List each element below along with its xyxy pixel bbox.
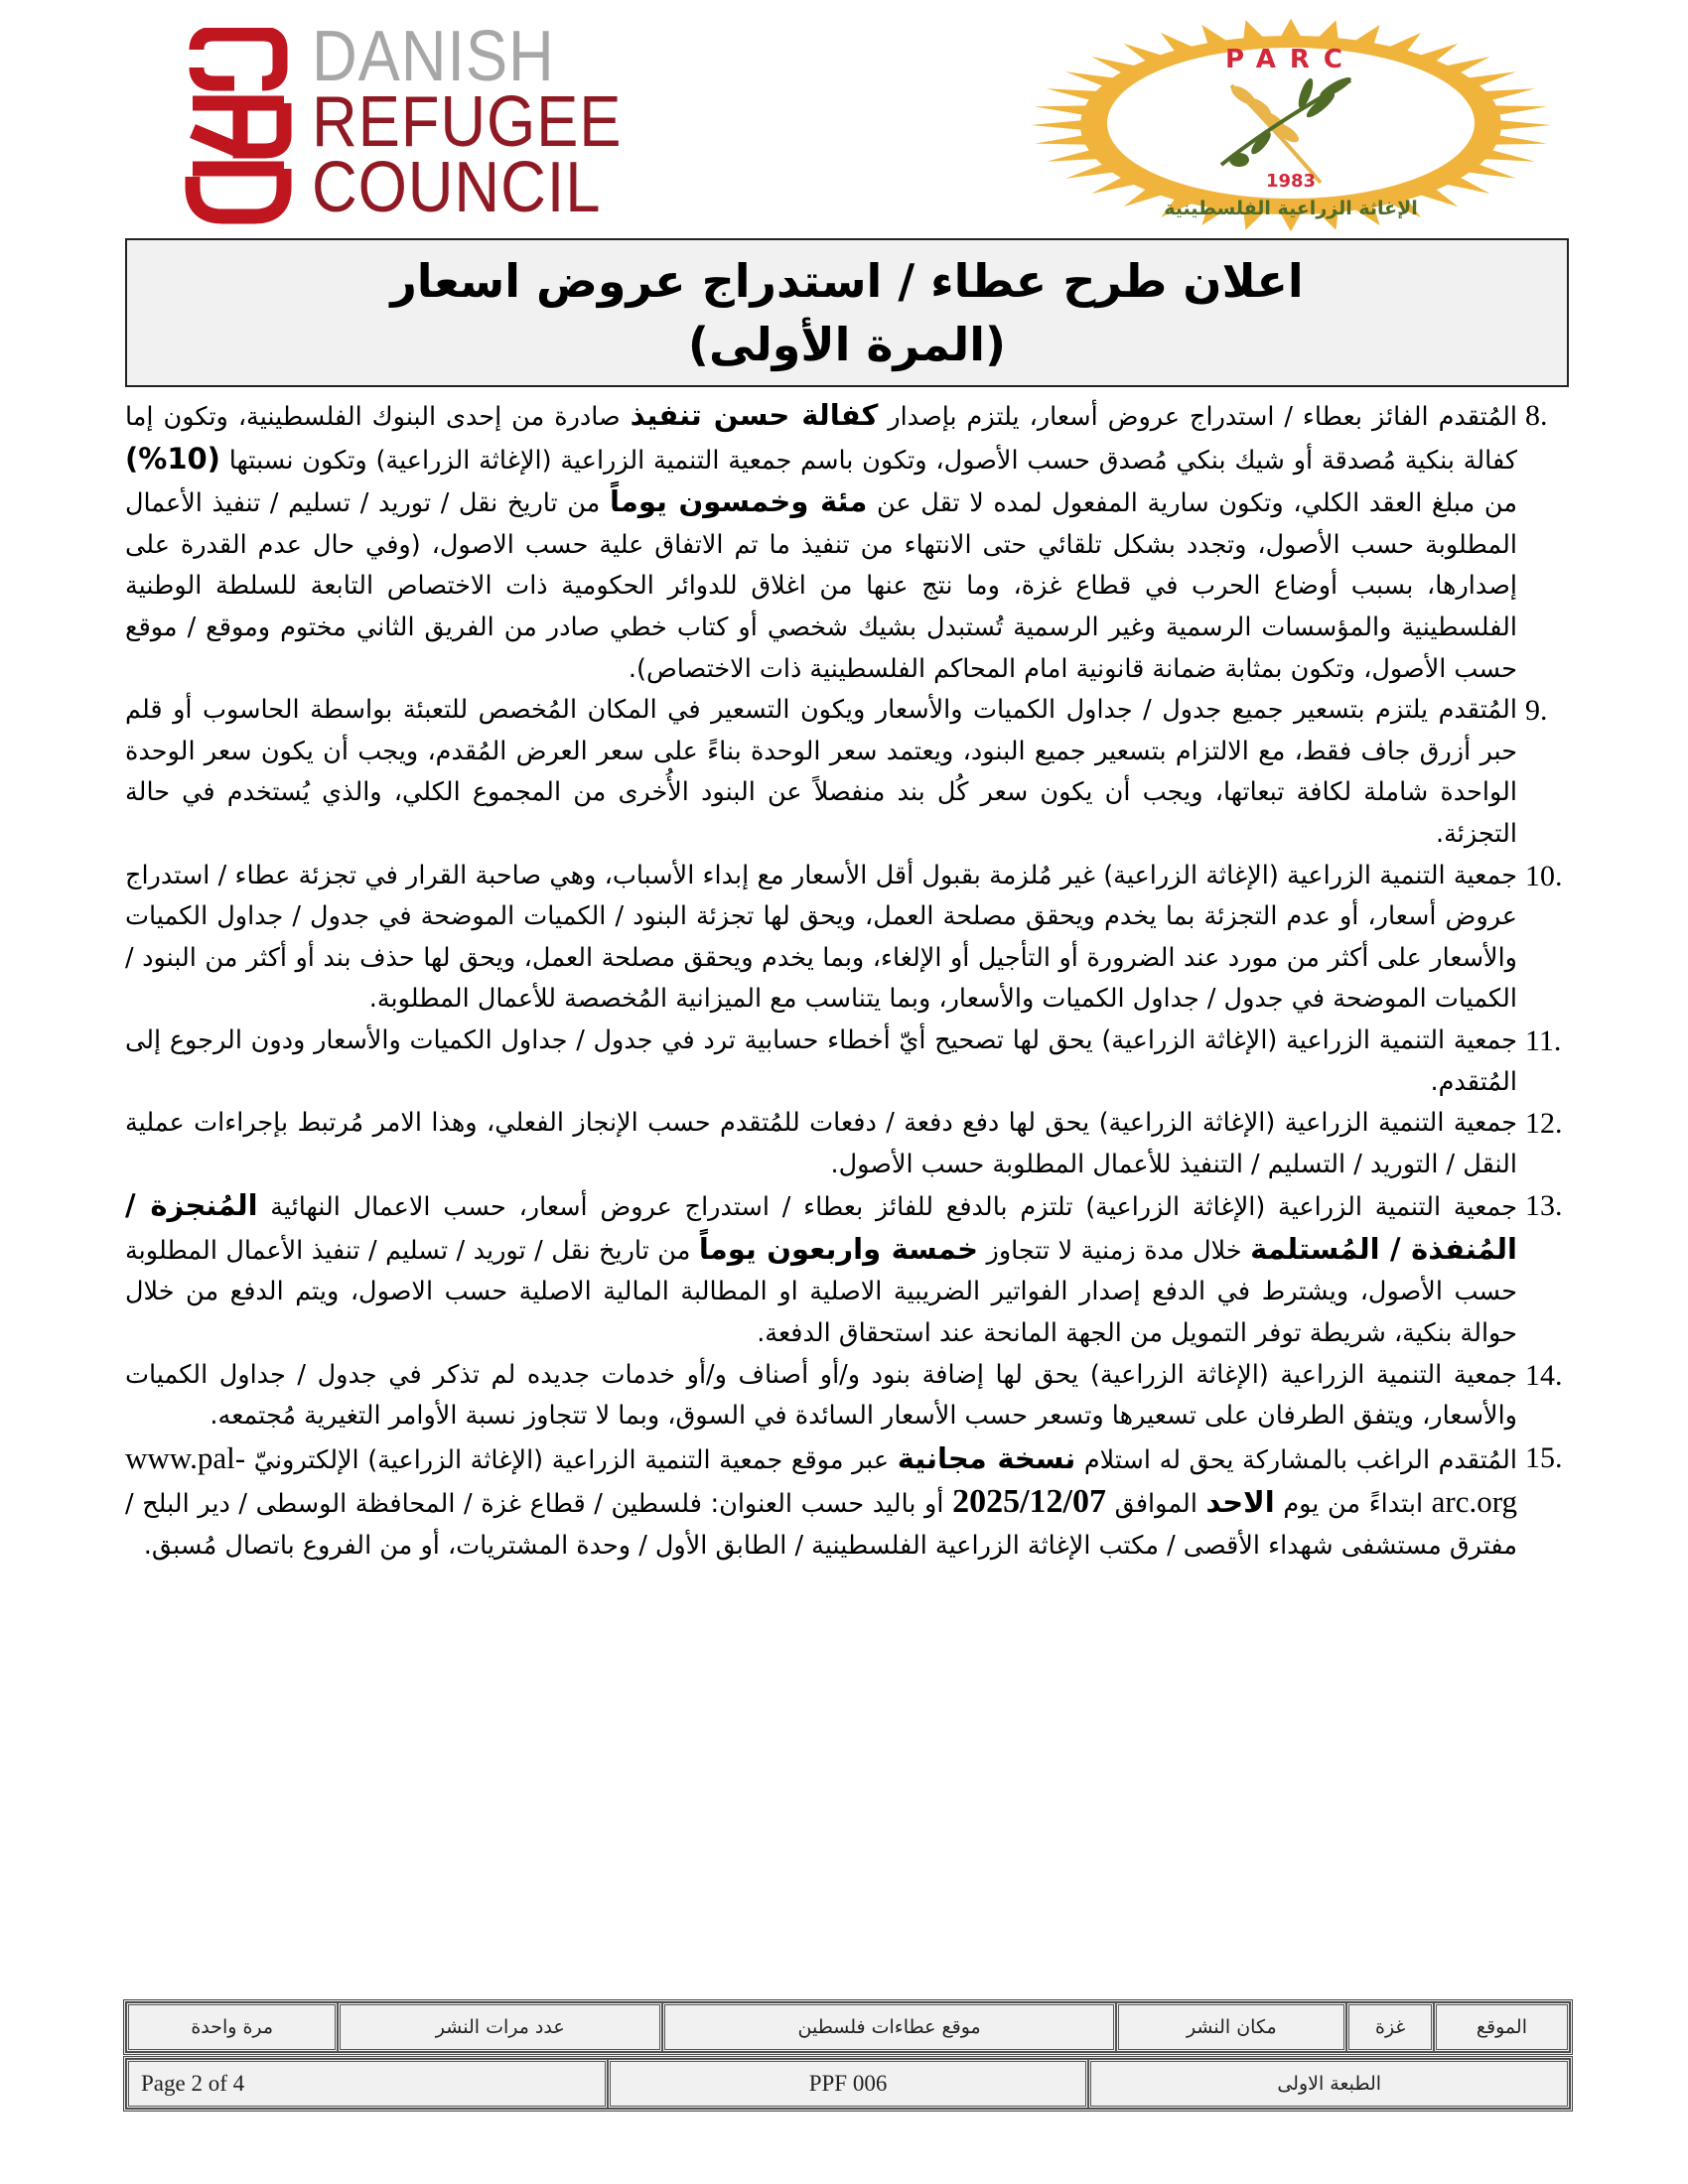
term-text: جمعية التنمية الزراعية (الإغاثة الزراعية) يحق لها تصحيح أيّ أخطاء حسابية ترد في جدول / جداول الكميات والأسعار ودون الرجوع إلى المُتقدم. <box>125 1024 1517 1097</box>
term-text: المُتقدم يلتزم بتسعير جميع جدول / جداول الكميات والأسعار ويكون التسعير في المكان المُخصص للتعبئة بواسطة الحاسوب أو قلم حبر أزرق جاف فقط، مع الالتزام بتسعير جميع البنود، ويعتمد سعر الوحدة بناءً على سعر العرض المُقدم، ويجب أن يكون سعر الوحدة الواحدة شاملة لكافة تبعاتها، ويجب أن يكون سعر كُل بند منفصلاً عن البنود الأُخرى من المجموع الكلي، والذي يُستخدم في حالة التجزئة. <box>125 695 1517 849</box>
term-item-11 <box>125 1021 1577 1103</box>
emphasis-text: نسخة مجانية <box>897 1440 1076 1475</box>
svg-text:الإغاثة الزراعية الفلسطينية: الإغاثة الزراعية الفلسطينية <box>1164 198 1418 219</box>
drc-logo <box>185 17 741 227</box>
term-text: المُتقدم الفائز بعطاء / استدراج عروض أسعار، يلتزم بإصدار كفالة حسن تنفيذ صادرة من إحدى البنوك الفلسطينية، وتكون إما كفالة بنكية مُصدقة أو شيك بنكي مُصدق حسب الأصول، وتكون باسم جمعية التنمية الزراعية (الإغاثة الزراعية) وتكون نسبتها (10%) من مبلغ العقد الكلي، وتكون سارية المفعول لمده لا تقل عن مئة وخمسون يوماً من تاريخ نقل / توريد / تسليم / تنفيذ الأعمال المطلوبة حسب الأصول، وتجدد بشكل تلقائي حتى الانتهاء من تنفيذ ما تم الاتفاق علية حسب الاصول، (وفي حال عدم القدرة على إصدارها، بسبب أوضاع الحرب في قطاع غزة، وما نتج عنها من اغلاق للدوائر الحكومية ذات الاختصاص التابعة للسلطة الوطنية الفلسطينية والمؤسسات الرسمية وغير الرسمية تُستبدل بشيك شخصي أو كتاب خطي صادر من الفريق الثاني مختوم وموقع / موقع حسب الأصول، وتكون بمثابة ضمانة قانونية امام المحاكم الفلسطينية ذات الاختصاص). <box>125 398 1517 684</box>
publication-info-table <box>123 1999 1573 2055</box>
emphasis-text: كفالة حسن تنفيذ <box>630 398 879 432</box>
parc-sun-emblem-icon <box>1023 16 1559 234</box>
emphasis-text: خمسة واربعون يوماً <box>698 1231 979 1266</box>
svg-text:PARC: PARC <box>1225 45 1356 74</box>
location-value: غزة <box>1346 2002 1433 2052</box>
term-text: المُتقدم الراغب بالمشاركة يحق له استلام نسخة مجانية عبر موقع جمعية التنمية الزراعية (الإغاثة الزراعية) الإلكترونيّ www.pal-arc.org ابتداءً من يوم الاحد الموافق 2025/12/07 أو باليد حسب العنوان: فلسطين / قطاع غزة / المحافظة الوسطى / دير البلح / مفترق مستشفى شهداء الأقصى / مكتب الإغاثة الزراعية الفلسطينية / الطابق الأول / وحدة المشتريات، أو من الفروع باتصال مُسبق. <box>125 1439 1517 1562</box>
drc-word-danish: DANISH <box>312 17 555 96</box>
term-text: جمعية التنمية الزراعية (الإغاثة الزراعية) تلتزم بالدفع للفائز بعطاء / استدراج عروض أسعار، حسب الاعمال النهائية المُنجزة / المُنفذة / المُستلمة خلال مدة زمنية لا تتجاوز خمسة واربعون يوماً من تاريخ نقل / توريد / تسليم / تنفيذ الأعمال المطلوبة حسب الأصول، ويشترط في الدفع إصدار الفواتير الضريبية الاصلية او المطالبة المالية الاصلية حسب الاصول، ويتم الدفع من خلال حوالة بنكية، شريطة توفر التمويل من الجهة المانحة عند استحقاق الدفعة. <box>125 1188 1518 1349</box>
term-number: 8. <box>1525 399 1548 432</box>
page-indicator: Page 2 of 4 <box>126 2059 608 2109</box>
term-number: 11. <box>1525 1024 1562 1057</box>
term-item-15 <box>125 1437 1577 1568</box>
emphasis-text: (10%) <box>125 441 220 476</box>
term-text: جمعية التنمية الزراعية (الإغاثة الزراعية) غير مُلزمة بقبول أقل الأسعار مع إبداء الأسباب، وهي صاحبة القرار في تجزئة عطاء / استدراج عروض أسعار، أو عدم التجزئة بما يخدم ويحقق مصلحة العمل، ويحق لها تجزئة البنود / الكميات الموضحة في جدول / جداول الكميات والأسعار على أكثر من مورد عند الضرورة أو التأجيل أو الإلغاء، وبما يخدم ويحقق مصلحة العمل، ويحق لها حذف بند أو أكثر من البنود / الكميات الموضحة في جدول / جداول الكميات والأسعار، وبما يتناسب مع الميزانية المُخصصة للأعمال المطلوبة. <box>125 860 1517 1015</box>
term-number: 14. <box>1525 1358 1563 1392</box>
publish-count-value: مرة واحدة <box>126 2002 338 2052</box>
emphasis-text: مئة وخمسون يوماً <box>609 484 868 519</box>
publish-count-label: عدد مرات النشر <box>338 2002 662 2052</box>
drc-wordmark <box>312 17 664 227</box>
term-item-10 <box>125 856 1577 1021</box>
announcement-title-box <box>125 238 1569 387</box>
term-item-14 <box>125 1355 1577 1437</box>
website-link[interactable]: www.pal-arc.org <box>125 1439 1517 1520</box>
drc-word-refugee: REFUGEE <box>312 82 623 162</box>
emphasis-text: المُنجزة / المُنفذة / المُستلمة <box>125 1188 1517 1266</box>
drc-mark-icon <box>185 28 292 224</box>
term-number: 13. <box>1525 1189 1563 1223</box>
drc-word-council: COUNCIL <box>312 148 602 227</box>
edition-label: الطبعة الاولى <box>1088 2059 1570 2109</box>
term-item-9 <box>125 690 1577 855</box>
term-number: 12. <box>1525 1107 1563 1141</box>
term-text: جمعية التنمية الزراعية (الإغاثة الزراعية) يحق لها إضافة بنود و/أو أصناف و/أو خدمات جديده لم تذكر في جدول / جداول الكميات والأسعار، ويتفق الطرفان على تسعيرها وتسعر حسب الأسعار السائدة في السوق، وبما لا تتجاوز نسبة الأوامر التغيرية مُجتمعه. <box>125 1359 1517 1432</box>
term-item-12 <box>125 1103 1577 1185</box>
publish-place-value: موقع عطاءات فلسطين <box>662 2002 1116 2052</box>
document-info-table <box>123 2056 1573 2112</box>
location-label: الموقع <box>1434 2002 1570 2052</box>
emphasis-text: الاحد <box>1205 1485 1275 1520</box>
form-code: PPF 006 <box>608 2059 1089 2109</box>
publish-place-label: مكان النشر <box>1116 2002 1346 2052</box>
term-item-8 <box>125 395 1577 690</box>
page-title: اعلان طرح عطاء / استدراج عروض اسعار <box>390 254 1304 308</box>
term-number: 9. <box>1525 694 1548 728</box>
start-date: 2025/12/07 <box>952 1483 1106 1521</box>
term-item-13 <box>125 1185 1577 1354</box>
page-subtitle: (المرة الأولى) <box>687 318 1007 371</box>
parc-logo <box>1023 16 1559 234</box>
term-number: 15. <box>1525 1440 1563 1474</box>
svg-text:1983: 1983 <box>1265 171 1317 192</box>
term-number: 10. <box>1525 859 1563 892</box>
term-text: جمعية التنمية الزراعية (الإغاثة الزراعية) يحق لها دفع دفعة / دفعات للمُتقدم حسب الإنجاز الفعلي، وهذا الامر مُرتبط بإجراءات عملية النقل / التوريد / التسليم / التنفيذ للأعمال المطلوبة حسب الأصول. <box>125 1108 1517 1179</box>
terms-list <box>125 395 1577 1568</box>
